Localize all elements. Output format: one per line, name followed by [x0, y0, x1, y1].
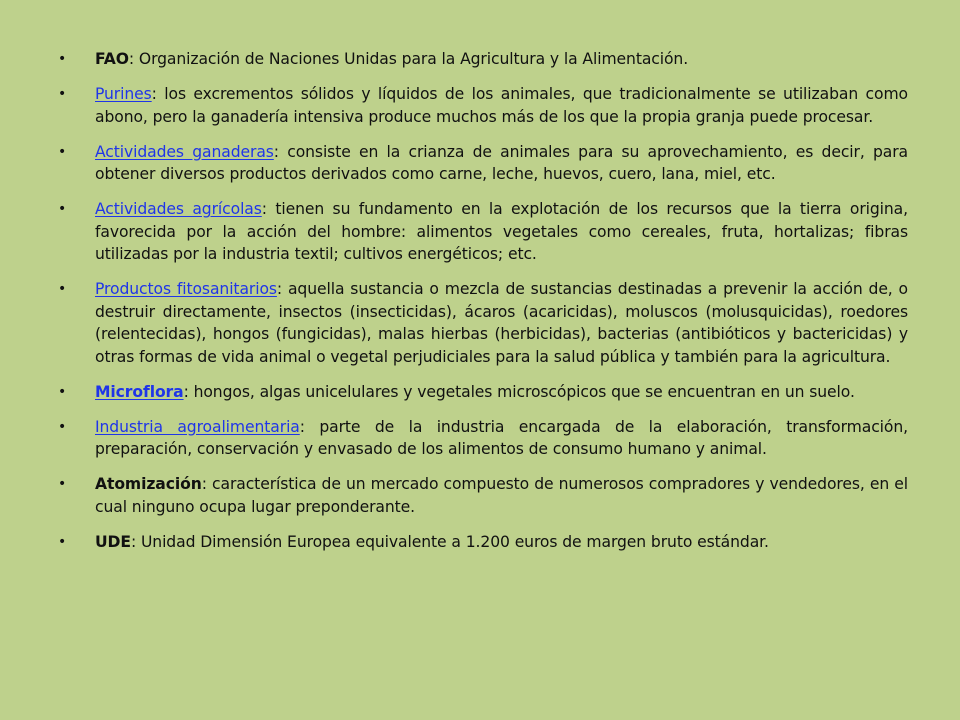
- term-link-actividades-ganaderas[interactable]: Actividades ganaderas: [95, 142, 274, 161]
- definition-purines: : los excrementos sólidos y líquidos de los animales, que tradicionalmente se utilizaban como abono, pero la ganadería intensiva produce muchos más de los que la propia granja puede procesar.: [95, 85, 908, 126]
- term-link-actividades-agricolas[interactable]: Actividades agrícolas: [95, 200, 262, 218]
- bullet-icon: •: [58, 86, 67, 102]
- list-item-microflora: [58, 381, 908, 404]
- definition-productos-fitosanitarios: : aquella sustancia o mezcla de sustancias destinadas a prevenir la acción de, o destruir directamente, insectos (insecticidas), ácaros (acaricidas), moluscos (molusquicidas), roedores (relentecidas), hongos (fungicidas), malas hierbas (herbicidas), bacterias (antibióticos y bactericidas) y otras formas de vida animal o vegetal perjudiciales para la salud pública y también para la agricultura.: [95, 280, 908, 366]
- term-atomizacion: Atomización: [95, 475, 202, 493]
- bullet-icon: •: [58, 533, 67, 550]
- bullet-icon: •: [58, 143, 67, 160]
- bullet-icon: •: [58, 281, 67, 297]
- bullet-icon: •: [58, 418, 67, 435]
- definition-industria-agroalimentaria: : parte de la industria encargada de la elaboración, transformación, preparación, conservación y envasado de los alimentos de consumo humano y animal.: [95, 417, 908, 458]
- definition-fao: : Organización de Naciones Unidas para la Agricultura y la Alimentación.: [128, 50, 689, 68]
- term-link-productos-fitosanitarios[interactable]: Productos fitosanitarios: [95, 280, 277, 298]
- definition-actividades-ganaderas: : consiste en la crianza de animales para su aprovechamiento, es decir, para obtener diversos productos derivados como carne, leche, huevos, cuero, lana, miel, etc.: [95, 142, 908, 183]
- definition-microflora: : hongos, algas unicelulares y vegetales microscópicos que se encuentran en un suelo.: [183, 382, 855, 401]
- definition-actividades-agricolas: : tienen su fundamento en la explotación de los recursos que la tierra origina, favorecida por la acción del hombre: alimentos vegetales como cereales, fruta, hortalizas; fibras utilizadas por la industria textil; cultivos energéticos; etc.: [95, 200, 908, 263]
- list-item-productos-fitosanitarios: [58, 278, 908, 368]
- list-item-ude: [58, 531, 908, 554]
- term-fao: FAO: [95, 50, 129, 68]
- list-item-fao: [58, 48, 908, 71]
- list-item-atomizacion: [58, 473, 908, 518]
- bullet-icon: •: [58, 201, 67, 217]
- list-item-actividades-ganaderas: [58, 141, 908, 186]
- glossary-list: [58, 48, 908, 566]
- definition-atomizacion: : característica de un mercado compuesto de numerosos compradores y vendedores, en el cual ninguno ocupa lugar preponderante.: [95, 475, 908, 516]
- list-item-purines: [58, 83, 908, 128]
- bullet-icon: •: [58, 383, 67, 400]
- bullet-icon: •: [58, 476, 67, 492]
- term-link-industria-agroalimentaria[interactable]: Industria agroalimentaria: [95, 417, 300, 436]
- definition-ude: : Unidad Dimensión Europea equivalente a 1.200 euros de margen bruto estándar.: [130, 532, 769, 551]
- term-link-purines[interactable]: Purines: [95, 85, 152, 103]
- bullet-icon: •: [58, 51, 67, 67]
- list-item-industria-agroalimentaria: [58, 416, 908, 461]
- list-item-actividades-agricolas: [58, 198, 908, 266]
- term-ude: UDE: [95, 532, 131, 551]
- term-link-microflora[interactable]: Microflora: [95, 382, 184, 401]
